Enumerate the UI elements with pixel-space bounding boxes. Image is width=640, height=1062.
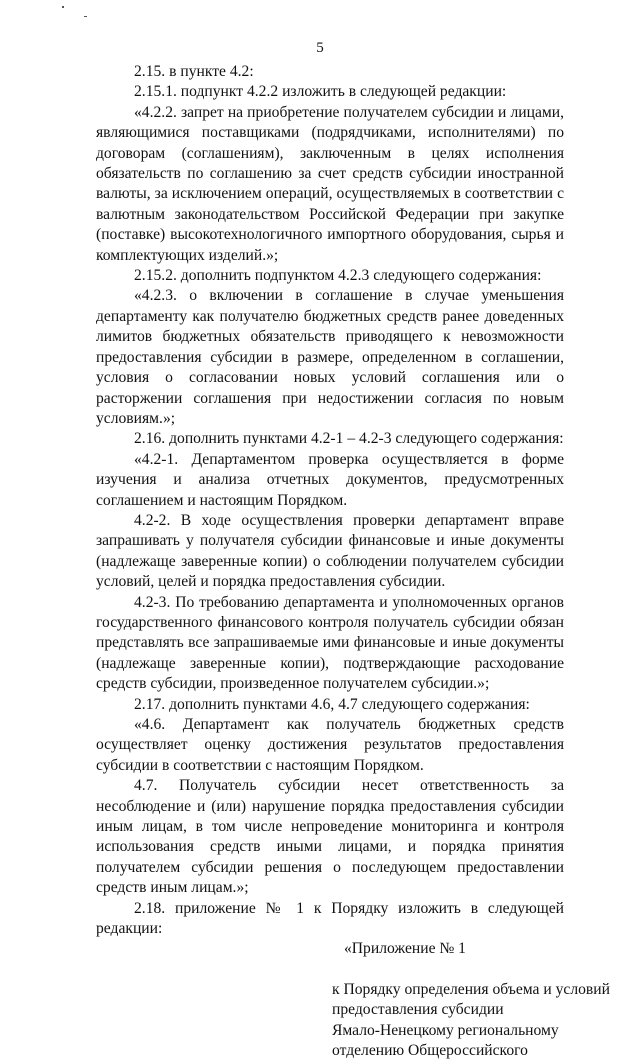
paragraph-2-16: 2.16. дополнить пунктами 4.2-1 – 4.2-3 следующего содержания: <box>134 430 564 448</box>
paragraph-2-15-2: 2.15.2. дополнить подпунктом 4.2.3 следующего содержания: <box>134 267 542 285</box>
appendix-line: предоставления субсидии <box>332 1001 504 1019</box>
paragraph-4-2-1-dash: «4.2-1. Департаментом проверка осуществляется в форме изучения и анализа отчетных документов, предусмотренных соглашением и настоящим Порядком. <box>96 450 564 509</box>
paragraph-2-15: 2.15. в пункте 4.2: <box>134 63 254 80</box>
document-body <box>96 62 610 1062</box>
appendix-label: «Приложение № 1 <box>344 940 466 958</box>
page-number: 5 <box>316 40 324 56</box>
appendix-line: к Порядку определения объема и условий <box>332 980 610 998</box>
paragraph-2-17: 2.17. дополнить пунктами 4.6, 4.7 следующего содержания: <box>134 695 530 713</box>
paragraph-4-2-3-dash: 4.2-3. По требованию департамента и уполномоченных органов государственного финансового контроля получатель субсидии обязан представлять все запрашиваемые ими финансовые и иные документы (надлежаще заверенные копии), подтверждающие расходование средств субсидии, произведенное получателем субсидии.»; <box>96 593 564 693</box>
paragraph-4-2-2-dash: 4.2-2. В ходе осуществления проверки департамент вправе запрашивать у получателя субсидии финансовые и иные документы (надлежаще заверенные копии) о соблюдении получателем субсидии условий, целей и порядка предоставления субсидии. <box>96 511 564 591</box>
paragraph-4-2-2: «4.2.2. запрет на приобретение получателем субсидии и лицами, являющимися поставщиками (подрядчиками, исполнителями) по договорам (соглашениям), заключенным в целях исполнения обязательств по соглашению за счет средств субсидии иностранной валюты, за исключением операций, осуществляемых в соответствии с валютным законодательством Российской Федерации при закупке (поставке) высокотехнологичного импортного оборудования, сырья и комплектующих изделий.»; <box>96 103 564 264</box>
appendix-line: отделению Общероссийского <box>332 1042 528 1060</box>
paragraph-4-7: 4.7. Получатель субсидии несет ответственность за несоблюдение и (или) нарушение порядка предоставления субсидии иным лицам, в том числе непроведение мониторинга и контроля использования средств иными лицами, и порядка принятия получателем субсидии решения о последующем предоставлении средств иным лицам.»; <box>96 777 564 897</box>
appendix-line: Ямало-Ненецкому региональному <box>332 1021 559 1039</box>
paragraph-4-2-3: «4.2.3. о включении в соглашение в случае уменьшения департаменту как получателю бюджетных средств ранее доведенных лимитов бюджетных обязательств приводящего к невозможности предоставления субсидии в размере, определенном в соглашении, условия о согласовании новых условий соглашения или о расторжении соглашения при недостижении согласия по новым условиям.»; <box>96 287 564 427</box>
paragraph-4-6: «4.6. Департамент как получатель бюджетных средств осуществляет оценку достижения результатов предоставления субсидии в соответствии с настоящим Порядком. <box>96 716 564 774</box>
scan-mark <box>84 16 87 17</box>
scan-mark <box>62 6 64 8</box>
appendix-heading-block <box>332 980 610 1062</box>
paragraph-2-18: 2.18. приложение № 1 к Порядку изложить в следующей редакции: <box>96 899 564 938</box>
paragraph-2-15-1: 2.15.1. подпункт 4.2.2 изложить в следующей редакции: <box>134 83 507 101</box>
